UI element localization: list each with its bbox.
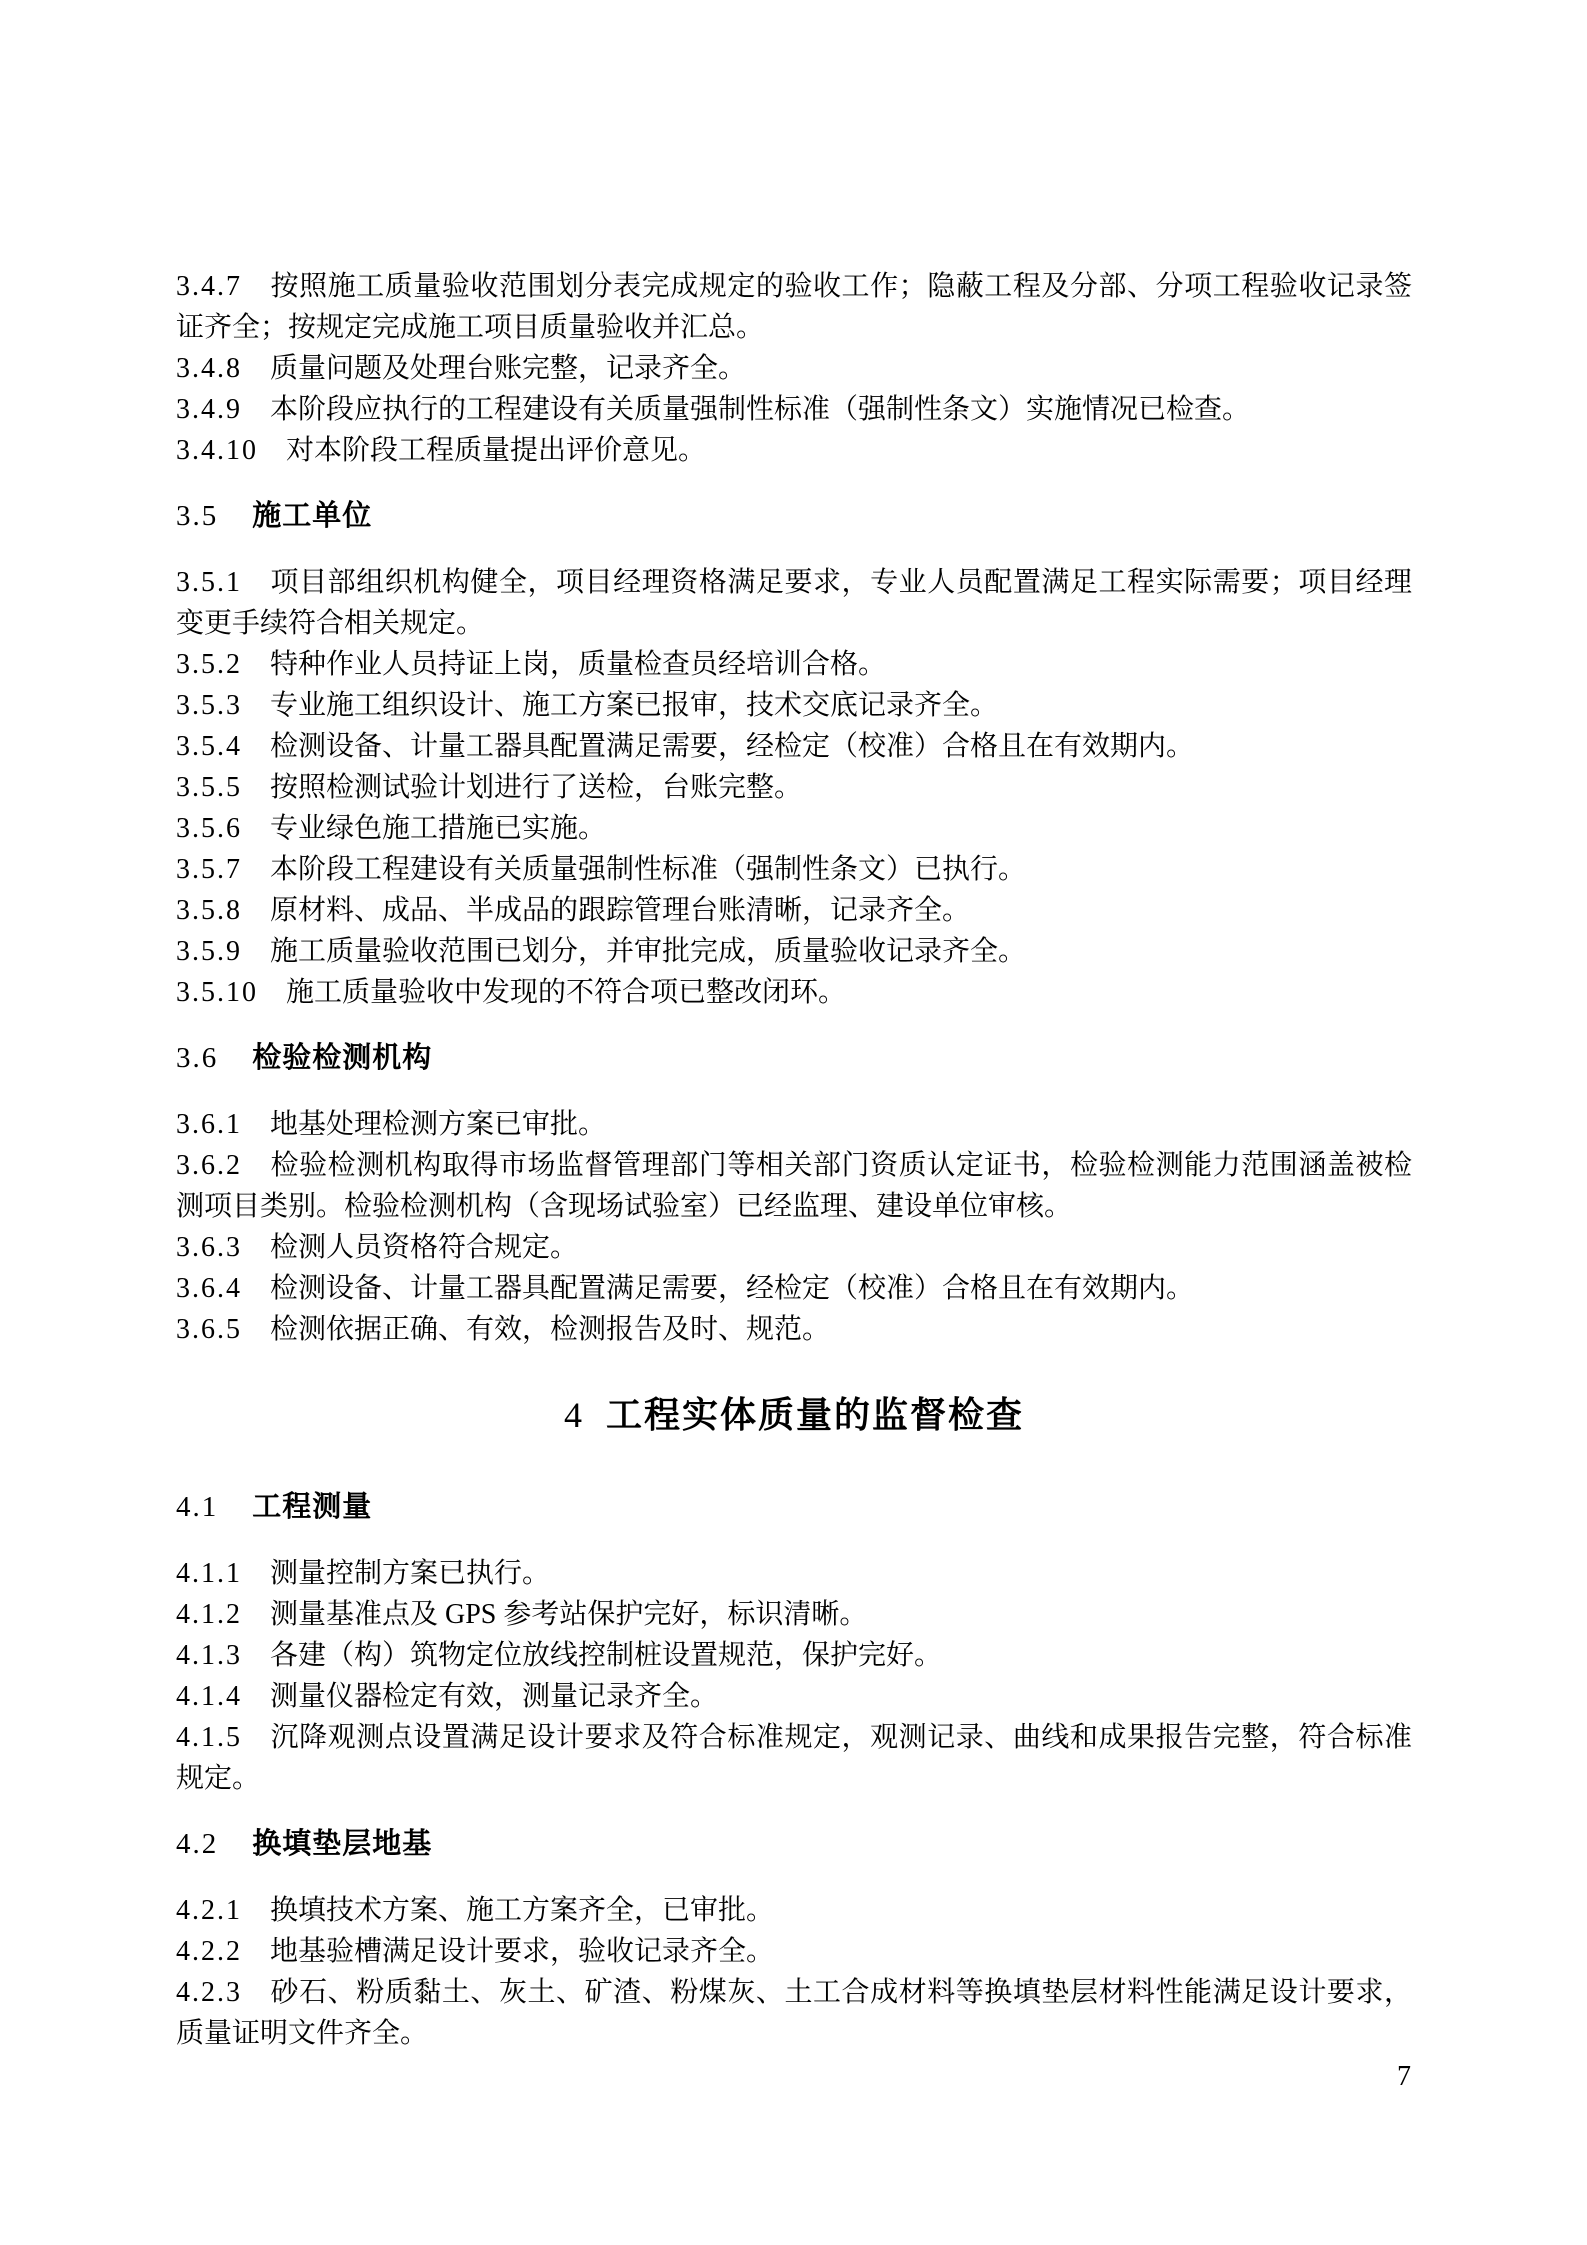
clause-number: 3.5.10 <box>176 977 258 1008</box>
section-title: 检验检测机构 <box>252 1042 433 1074</box>
clause-3-5-2 <box>176 644 1412 685</box>
section-number: 3.5 <box>176 500 219 532</box>
clause-text: 原材料、成品、半成品的跟踪管理台账清晰，记录齐全。 <box>270 895 971 926</box>
clause-number: 3.5.4 <box>176 731 242 762</box>
clause-text: 施工质量验收中发现的不符合项已整改闭环。 <box>286 977 847 1008</box>
clause-number: 3.6.5 <box>176 1314 242 1345</box>
clause-3-6-4 <box>176 1268 1412 1309</box>
clause-number: 4.1.4 <box>176 1681 242 1712</box>
clause-text: 检测设备、计量工器具配置满足需要，经检定（校准）合格且在有效期内。 <box>270 731 1195 762</box>
clause-number: 4.2.1 <box>176 1895 242 1926</box>
section-title: 换填垫层地基 <box>252 1828 433 1860</box>
section-title: 施工单位 <box>252 500 373 532</box>
clause-number: 3.5.3 <box>176 690 242 721</box>
clause-3-5-5 <box>176 767 1412 808</box>
clause-number: 3.5.8 <box>176 895 242 926</box>
clause-3-5-3 <box>176 685 1412 726</box>
clause-3-4-9 <box>176 389 1412 430</box>
section-number: 4.2 <box>176 1828 219 1860</box>
clause-3-4-7 <box>176 266 1412 348</box>
section-title: 工程测量 <box>252 1491 373 1523</box>
clause-3-4-8 <box>176 348 1412 389</box>
clause-4-1-5 <box>176 1717 1412 1799</box>
document-content <box>176 266 1412 2054</box>
clause-4-1-4 <box>176 1676 1412 1717</box>
clause-4-2-2 <box>176 1931 1412 1972</box>
clause-number: 3.5.9 <box>176 936 242 967</box>
clause-text: 对本阶段工程质量提出评价意见。 <box>286 435 707 466</box>
clause-number: 3.6.2 <box>176 1150 242 1181</box>
clause-text: 检测设备、计量工器具配置满足需要，经检定（校准）合格且在有效期内。 <box>270 1273 1195 1304</box>
clause-3-6-5 <box>176 1309 1412 1350</box>
clause-number: 3.6.4 <box>176 1273 242 1304</box>
clause-number: 4.1.5 <box>176 1722 242 1753</box>
chapter-number: 4 <box>563 1395 582 1435</box>
clause-text: 检测人员资格符合规定。 <box>270 1232 579 1263</box>
section-heading-4-2 <box>176 1823 1412 1866</box>
clause-4-1-2 <box>176 1594 1412 1635</box>
clause-3-6-2 <box>176 1145 1412 1227</box>
clause-number: 4.1.3 <box>176 1640 242 1671</box>
clause-text: 项目部组织机构健全，项目经理资格满足要求，专业人员配置满足工程实际需要；项目经理变更手续符合相关规定。 <box>176 567 1412 639</box>
clause-text: 各建（构）筑物定位放线控制桩设置规范，保护完好。 <box>270 1640 943 1671</box>
clause-number: 3.4.9 <box>176 394 242 425</box>
clause-3-4-10 <box>176 430 1412 471</box>
clause-number: 3.5.7 <box>176 854 242 885</box>
clause-text: 地基验槽满足设计要求，验收记录齐全。 <box>270 1936 775 1967</box>
section-number: 4.1 <box>176 1491 219 1523</box>
clause-number: 4.1.2 <box>176 1599 242 1630</box>
clause-text: 施工质量验收范围已划分，并审批完成，质量验收记录齐全。 <box>270 936 1027 967</box>
section-number: 3.6 <box>176 1042 219 1074</box>
clause-text: 检测依据正确、有效，检测报告及时、规范。 <box>270 1314 831 1345</box>
clause-text: 按照施工质量验收范围划分表完成规定的验收工作；隐蔽工程及分部、分项工程验收记录签证齐全；按规定完成施工项目质量验收并汇总。 <box>176 271 1412 343</box>
clause-text: 检验检测机构取得市场监督管理部门等相关部门资质认定证书，检验检测能力范围涵盖被检测项目类别。检验检测机构（含现场试验室）已经监理、建设单位审核。 <box>176 1150 1412 1222</box>
clause-number: 3.4.8 <box>176 353 242 384</box>
clause-3-5-10 <box>176 972 1412 1013</box>
clause-number: 4.2.3 <box>176 1977 242 2008</box>
clause-4-1-3 <box>176 1635 1412 1676</box>
clause-number: 3.4.10 <box>176 435 258 466</box>
clause-number: 3.4.7 <box>176 271 242 302</box>
clause-number: 3.5.5 <box>176 772 242 803</box>
clause-text: 测量仪器检定有效，测量记录齐全。 <box>270 1681 719 1712</box>
clause-text: 本阶段工程建设有关质量强制性标准（强制性条文）已执行。 <box>270 854 1027 885</box>
clause-3-5-1 <box>176 562 1412 644</box>
clause-text: 测量控制方案已执行。 <box>270 1558 551 1589</box>
clause-3-5-6 <box>176 808 1412 849</box>
clause-text: 专业施工组织设计、施工方案已报审，技术交底记录齐全。 <box>270 690 999 721</box>
clause-3-6-1 <box>176 1104 1412 1145</box>
clause-text: 砂石、粉质黏土、灰土、矿渣、粉煤灰、土工合成材料等换填垫层材料性能满足设计要求，质量证明文件齐全。 <box>176 1977 1412 2049</box>
clause-number: 3.5.2 <box>176 649 242 680</box>
clause-3-5-7 <box>176 849 1412 890</box>
clause-3-5-9 <box>176 931 1412 972</box>
clause-number: 3.6.1 <box>176 1109 242 1140</box>
clause-4-1-1 <box>176 1553 1412 1594</box>
section-heading-4-1 <box>176 1486 1412 1529</box>
section-heading-3-6 <box>176 1037 1412 1080</box>
clause-text: 本阶段应执行的工程建设有关质量强制性标准（强制性条文）实施情况已检查。 <box>270 394 1251 425</box>
chapter-title: 工程实体质量的监督检查 <box>605 1394 1024 1435</box>
clause-number: 3.6.3 <box>176 1232 242 1263</box>
clause-text: 特种作业人员持证上岗，质量检查员经培训合格。 <box>270 649 887 680</box>
clause-text: 沉降观测点设置满足设计要求及符合标准规定，观测记录、曲线和成果报告完整，符合标准规定。 <box>176 1722 1412 1794</box>
clause-text: 质量问题及处理台账完整，记录齐全。 <box>270 353 747 384</box>
clause-text: 测量基准点及 GPS 参考站保护完好，标识清晰。 <box>270 1599 868 1630</box>
section-heading-3-5 <box>176 495 1412 538</box>
clause-4-2-3 <box>176 1972 1412 2054</box>
clause-number: 4.2.2 <box>176 1936 242 1967</box>
clause-text: 地基处理检测方案已审批。 <box>270 1109 607 1140</box>
clause-3-5-4 <box>176 726 1412 767</box>
clause-number: 3.5.6 <box>176 813 242 844</box>
clause-text: 换填技术方案、施工方案齐全，已审批。 <box>270 1895 775 1926</box>
clause-4-2-1 <box>176 1890 1412 1931</box>
clause-3-5-8 <box>176 890 1412 931</box>
clause-number: 4.1.1 <box>176 1558 242 1589</box>
clause-number: 3.5.1 <box>176 567 242 598</box>
clause-3-6-3 <box>176 1227 1412 1268</box>
chapter-heading-4 <box>176 1390 1412 1440</box>
clause-text: 专业绿色施工措施已实施。 <box>270 813 607 844</box>
clause-text: 按照检测试验计划进行了送检，台账完整。 <box>270 772 803 803</box>
page-number: 7 <box>1397 2061 1411 2092</box>
